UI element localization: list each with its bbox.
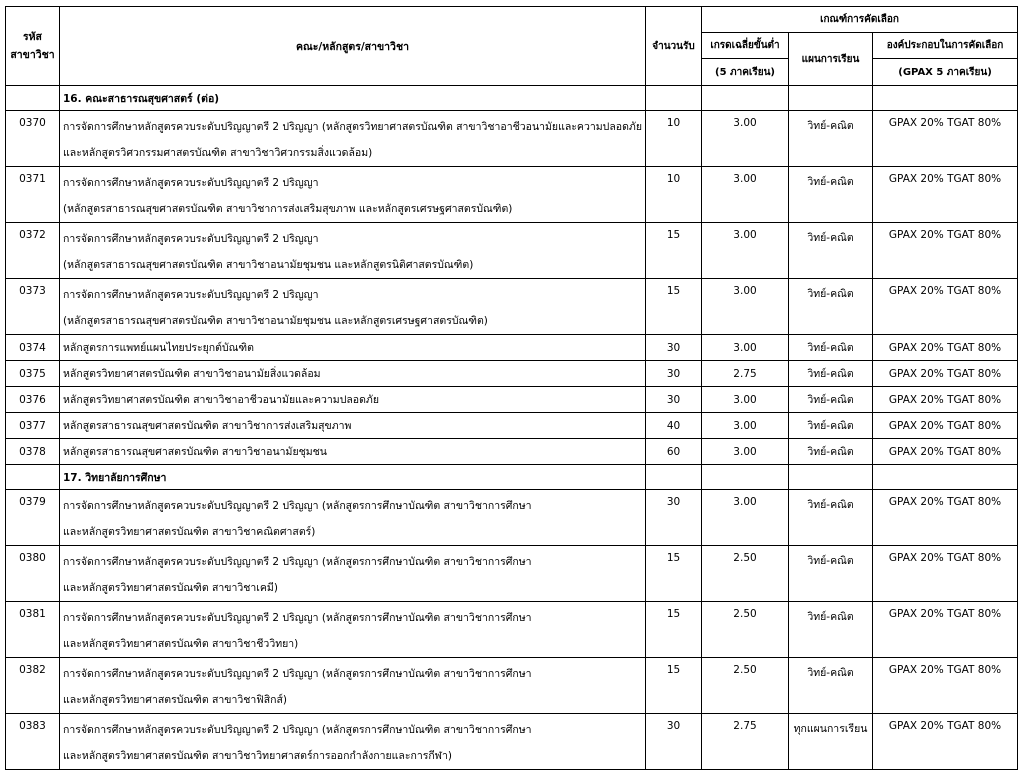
table-row: [6, 279, 1018, 335]
section-row: [6, 465, 1018, 490]
components-value: GPAX 20% TGAT 80%: [873, 714, 1018, 770]
program-code: 0374: [6, 335, 60, 361]
components-value: GPAX 20% TGAT 80%: [873, 658, 1018, 714]
min-gpa-value: 3.00: [702, 167, 789, 223]
table-row: [6, 387, 1018, 413]
header-code-line2: สาขาวิชา: [10, 49, 55, 61]
program-name-line1: หลักสูตรสาธารณสุขศาสตรบัณฑิต สาขาวิชาอนามัยชุมชน: [63, 446, 327, 458]
admission-table: [5, 6, 1018, 770]
program-code: 0383: [6, 714, 60, 770]
program-name-line2: และหลักสูตรวิทยาศาสตรบัณฑิต สาขาวิชาเคมี): [63, 582, 278, 594]
program-name-line1: การจัดการศึกษาหลักสูตรควบระดับปริญญาตรี 2 ปริญญา (หลักสูตรการศึกษาบัณฑิต สาขาวิชาการศึกษา: [63, 556, 532, 568]
quota-value: 40: [646, 413, 702, 439]
program-name: [60, 413, 646, 439]
table-row: [6, 361, 1018, 387]
program-name: [60, 361, 646, 387]
study-plan-value: วิทย์-คณิต: [789, 335, 873, 361]
program-name-line2: และหลักสูตรวิศวกรรมศาสตรบัณฑิต สาขาวิชาวิศวกรรมสิ่งแวดล้อม): [63, 147, 373, 159]
header-components-line1: องค์ประกอบในการคัดเลือก: [873, 33, 1018, 59]
program-code: 0380: [6, 546, 60, 602]
program-name: [60, 111, 646, 167]
program-name-line1: การจัดการศึกษาหลักสูตรควบระดับปริญญาตรี 2 ปริญญา: [63, 233, 319, 245]
program-name: [60, 223, 646, 279]
program-name: [60, 546, 646, 602]
study-plan-value: วิทย์-คณิต: [789, 658, 873, 714]
quota-value: 15: [646, 546, 702, 602]
study-plan-value: วิทย์-คณิต: [789, 279, 873, 335]
study-plan-value: วิทย์-คณิต: [789, 167, 873, 223]
program-code: 0371: [6, 167, 60, 223]
program-code: 0373: [6, 279, 60, 335]
table-row: [6, 490, 1018, 546]
header-min-gpa-line2: (5 ภาคเรียน): [702, 59, 789, 86]
section-empty-cell: [646, 86, 702, 111]
quota-value: 30: [646, 335, 702, 361]
program-name: [60, 602, 646, 658]
program-name-line1: การจัดการศึกษาหลักสูตรควบระดับปริญญาตรี 2 ปริญญา: [63, 177, 319, 189]
program-code: 0382: [6, 658, 60, 714]
program-name: [60, 714, 646, 770]
table-row: [6, 546, 1018, 602]
program-code: 0375: [6, 361, 60, 387]
program-code: 0370: [6, 111, 60, 167]
study-plan-value: ทุกแผนการเรียน: [789, 714, 873, 770]
min-gpa-value: 3.00: [702, 439, 789, 465]
study-plan-value: วิทย์-คณิต: [789, 223, 873, 279]
program-name-line1: หลักสูตรวิทยาศาสตรบัณฑิต สาขาวิชาอาชีวอนามัยและความปลอดภัย: [63, 394, 380, 406]
program-name: [60, 658, 646, 714]
program-name-line1: การจัดการศึกษาหลักสูตรควบระดับปริญญาตรี 2 ปริญญา (หลักสูตรการศึกษาบัณฑิต สาขาวิชาการศึกษา: [63, 612, 532, 624]
table-row: [6, 602, 1018, 658]
min-gpa-value: 3.00: [702, 279, 789, 335]
quota-value: 10: [646, 111, 702, 167]
program-name-line2: และหลักสูตรวิทยาศาสตรบัณฑิต สาขาวิชาชีววิทยา): [63, 638, 299, 650]
components-value: GPAX 20% TGAT 80%: [873, 279, 1018, 335]
program-name-line2: และหลักสูตรวิทยาศาสตรบัณฑิต สาขาวิชาวิทยาศาสตร์การออกกำลังกายและการกีฬา): [63, 750, 452, 762]
program-name-line2: (หลักสูตรสาธารณสุขศาสตรบัณฑิต สาขาวิชาการส่งเสริมสุขภาพ และหลักสูตรเศรษฐศาสตรบัณฑิต): [63, 203, 513, 215]
section-code-cell: [6, 465, 60, 490]
program-code: 0372: [6, 223, 60, 279]
program-name-line2: และหลักสูตรวิทยาศาสตรบัณฑิต สาขาวิชาฟิสิกส์): [63, 694, 287, 706]
section-empty-cell: [646, 465, 702, 490]
components-value: GPAX 20% TGAT 80%: [873, 361, 1018, 387]
min-gpa-value: 3.00: [702, 335, 789, 361]
program-name-line1: การจัดการศึกษาหลักสูตรควบระดับปริญญาตรี 2 ปริญญา (หลักสูตรการศึกษาบัณฑิต สาขาวิชาการศึกษา: [63, 724, 532, 736]
header-min-gpa-line1: เกรดเฉลี่ยขั้นต่ำ: [702, 33, 789, 59]
table-row: [6, 413, 1018, 439]
program-name-line2: (หลักสูตรสาธารณสุขศาสตรบัณฑิต สาขาวิชาอนามัยชุมชน และหลักสูตรนิติศาสตรบัณฑิต): [63, 259, 474, 271]
program-name-line2: และหลักสูตรวิทยาศาสตรบัณฑิต สาขาวิชาคณิตศาสตร์): [63, 526, 316, 538]
program-code: 0381: [6, 602, 60, 658]
study-plan-value: วิทย์-คณิต: [789, 413, 873, 439]
program-name-line2: (หลักสูตรสาธารณสุขศาสตรบัณฑิต สาขาวิชาอนามัยชุมชน และหลักสูตรเศรษฐศาสตรบัณฑิต): [63, 315, 488, 327]
min-gpa-value: 3.00: [702, 223, 789, 279]
program-code: 0377: [6, 413, 60, 439]
quota-value: 30: [646, 387, 702, 413]
min-gpa-value: 2.50: [702, 658, 789, 714]
min-gpa-value: 3.00: [702, 490, 789, 546]
section-empty-cell: [873, 86, 1018, 111]
min-gpa-value: 3.00: [702, 111, 789, 167]
min-gpa-value: 2.75: [702, 361, 789, 387]
program-code: 0376: [6, 387, 60, 413]
study-plan-value: วิทย์-คณิต: [789, 387, 873, 413]
section-empty-cell: [789, 86, 873, 111]
quota-value: 30: [646, 490, 702, 546]
components-value: GPAX 20% TGAT 80%: [873, 167, 1018, 223]
components-value: GPAX 20% TGAT 80%: [873, 111, 1018, 167]
study-plan-value: วิทย์-คณิต: [789, 490, 873, 546]
study-plan-value: วิทย์-คณิต: [789, 439, 873, 465]
table-row: [6, 714, 1018, 770]
header-criteria: เกณฑ์การคัดเลือก: [702, 7, 1018, 33]
table-row: [6, 223, 1018, 279]
quota-value: 15: [646, 658, 702, 714]
min-gpa-value: 2.75: [702, 714, 789, 770]
program-name-line1: การจัดการศึกษาหลักสูตรควบระดับปริญญาตรี 2 ปริญญา (หลักสูตรวิทยาศาสตรบัณฑิต สาขาวิชาอาชีวอนามัยและความปลอดภัย: [63, 121, 642, 133]
program-name: [60, 279, 646, 335]
quota-value: 30: [646, 361, 702, 387]
program-name: [60, 439, 646, 465]
quota-value: 15: [646, 223, 702, 279]
program-name-line1: การจัดการศึกษาหลักสูตรควบระดับปริญญาตรี 2 ปริญญา (หลักสูตรการศึกษาบัณฑิต สาขาวิชาการศึกษา: [63, 500, 532, 512]
min-gpa-value: 2.50: [702, 602, 789, 658]
table-body: [6, 86, 1018, 770]
program-name-line1: หลักสูตรวิทยาศาสตรบัณฑิต สาขาวิชาอนามัยสิ่งแวดล้อม: [63, 368, 321, 380]
program-name: [60, 387, 646, 413]
section-empty-cell: [702, 86, 789, 111]
table-row: [6, 111, 1018, 167]
components-value: GPAX 20% TGAT 80%: [873, 546, 1018, 602]
table-row: [6, 335, 1018, 361]
program-name: [60, 335, 646, 361]
program-name: [60, 490, 646, 546]
min-gpa-value: 2.50: [702, 546, 789, 602]
section-empty-cell: [873, 465, 1018, 490]
study-plan-value: วิทย์-คณิต: [789, 546, 873, 602]
quota-value: 15: [646, 602, 702, 658]
header-quota: จำนวนรับ: [646, 7, 702, 86]
program-name-line1: การจัดการศึกษาหลักสูตรควบระดับปริญญาตรี 2 ปริญญา: [63, 289, 319, 301]
components-value: GPAX 20% TGAT 80%: [873, 223, 1018, 279]
header-components-line2: (GPAX 5 ภาคเรียน): [873, 59, 1018, 86]
study-plan-value: วิทย์-คณิต: [789, 111, 873, 167]
section-title: 17. วิทยาลัยการศึกษา: [60, 465, 646, 490]
program-name-line1: หลักสูตรสาธารณสุขศาสตรบัณฑิต สาขาวิชาการส่งเสริมสุขภาพ: [63, 420, 352, 432]
min-gpa-value: 3.00: [702, 387, 789, 413]
section-row: [6, 86, 1018, 111]
section-title: 16. คณะสาธารณสุขศาสตร์ (ต่อ): [60, 86, 646, 111]
quota-value: 15: [646, 279, 702, 335]
study-plan-value: วิทย์-คณิต: [789, 602, 873, 658]
components-value: GPAX 20% TGAT 80%: [873, 602, 1018, 658]
quota-value: 30: [646, 714, 702, 770]
section-empty-cell: [789, 465, 873, 490]
header-study-plan: แผนการเรียน: [789, 33, 873, 86]
program-code: 0379: [6, 490, 60, 546]
quota-value: 10: [646, 167, 702, 223]
table-row: [6, 439, 1018, 465]
section-empty-cell: [702, 465, 789, 490]
components-value: GPAX 20% TGAT 80%: [873, 413, 1018, 439]
table-row: [6, 658, 1018, 714]
header-program: คณะ/หลักสูตร/สาขาวิชา: [60, 7, 646, 86]
program-name-line1: หลักสูตรการแพทย์แผนไทยประยุกต์บัณฑิต: [63, 342, 254, 354]
table-row: [6, 167, 1018, 223]
program-code: 0378: [6, 439, 60, 465]
section-code-cell: [6, 86, 60, 111]
header-code: [6, 7, 60, 86]
components-value: GPAX 20% TGAT 80%: [873, 490, 1018, 546]
min-gpa-value: 3.00: [702, 413, 789, 439]
components-value: GPAX 20% TGAT 80%: [873, 439, 1018, 465]
program-name-line1: การจัดการศึกษาหลักสูตรควบระดับปริญญาตรี 2 ปริญญา (หลักสูตรการศึกษาบัณฑิต สาขาวิชาการศึกษา: [63, 668, 532, 680]
header-code-line1: รหัส: [23, 31, 42, 43]
study-plan-value: วิทย์-คณิต: [789, 361, 873, 387]
quota-value: 60: [646, 439, 702, 465]
components-value: GPAX 20% TGAT 80%: [873, 335, 1018, 361]
program-name: [60, 167, 646, 223]
components-value: GPAX 20% TGAT 80%: [873, 387, 1018, 413]
